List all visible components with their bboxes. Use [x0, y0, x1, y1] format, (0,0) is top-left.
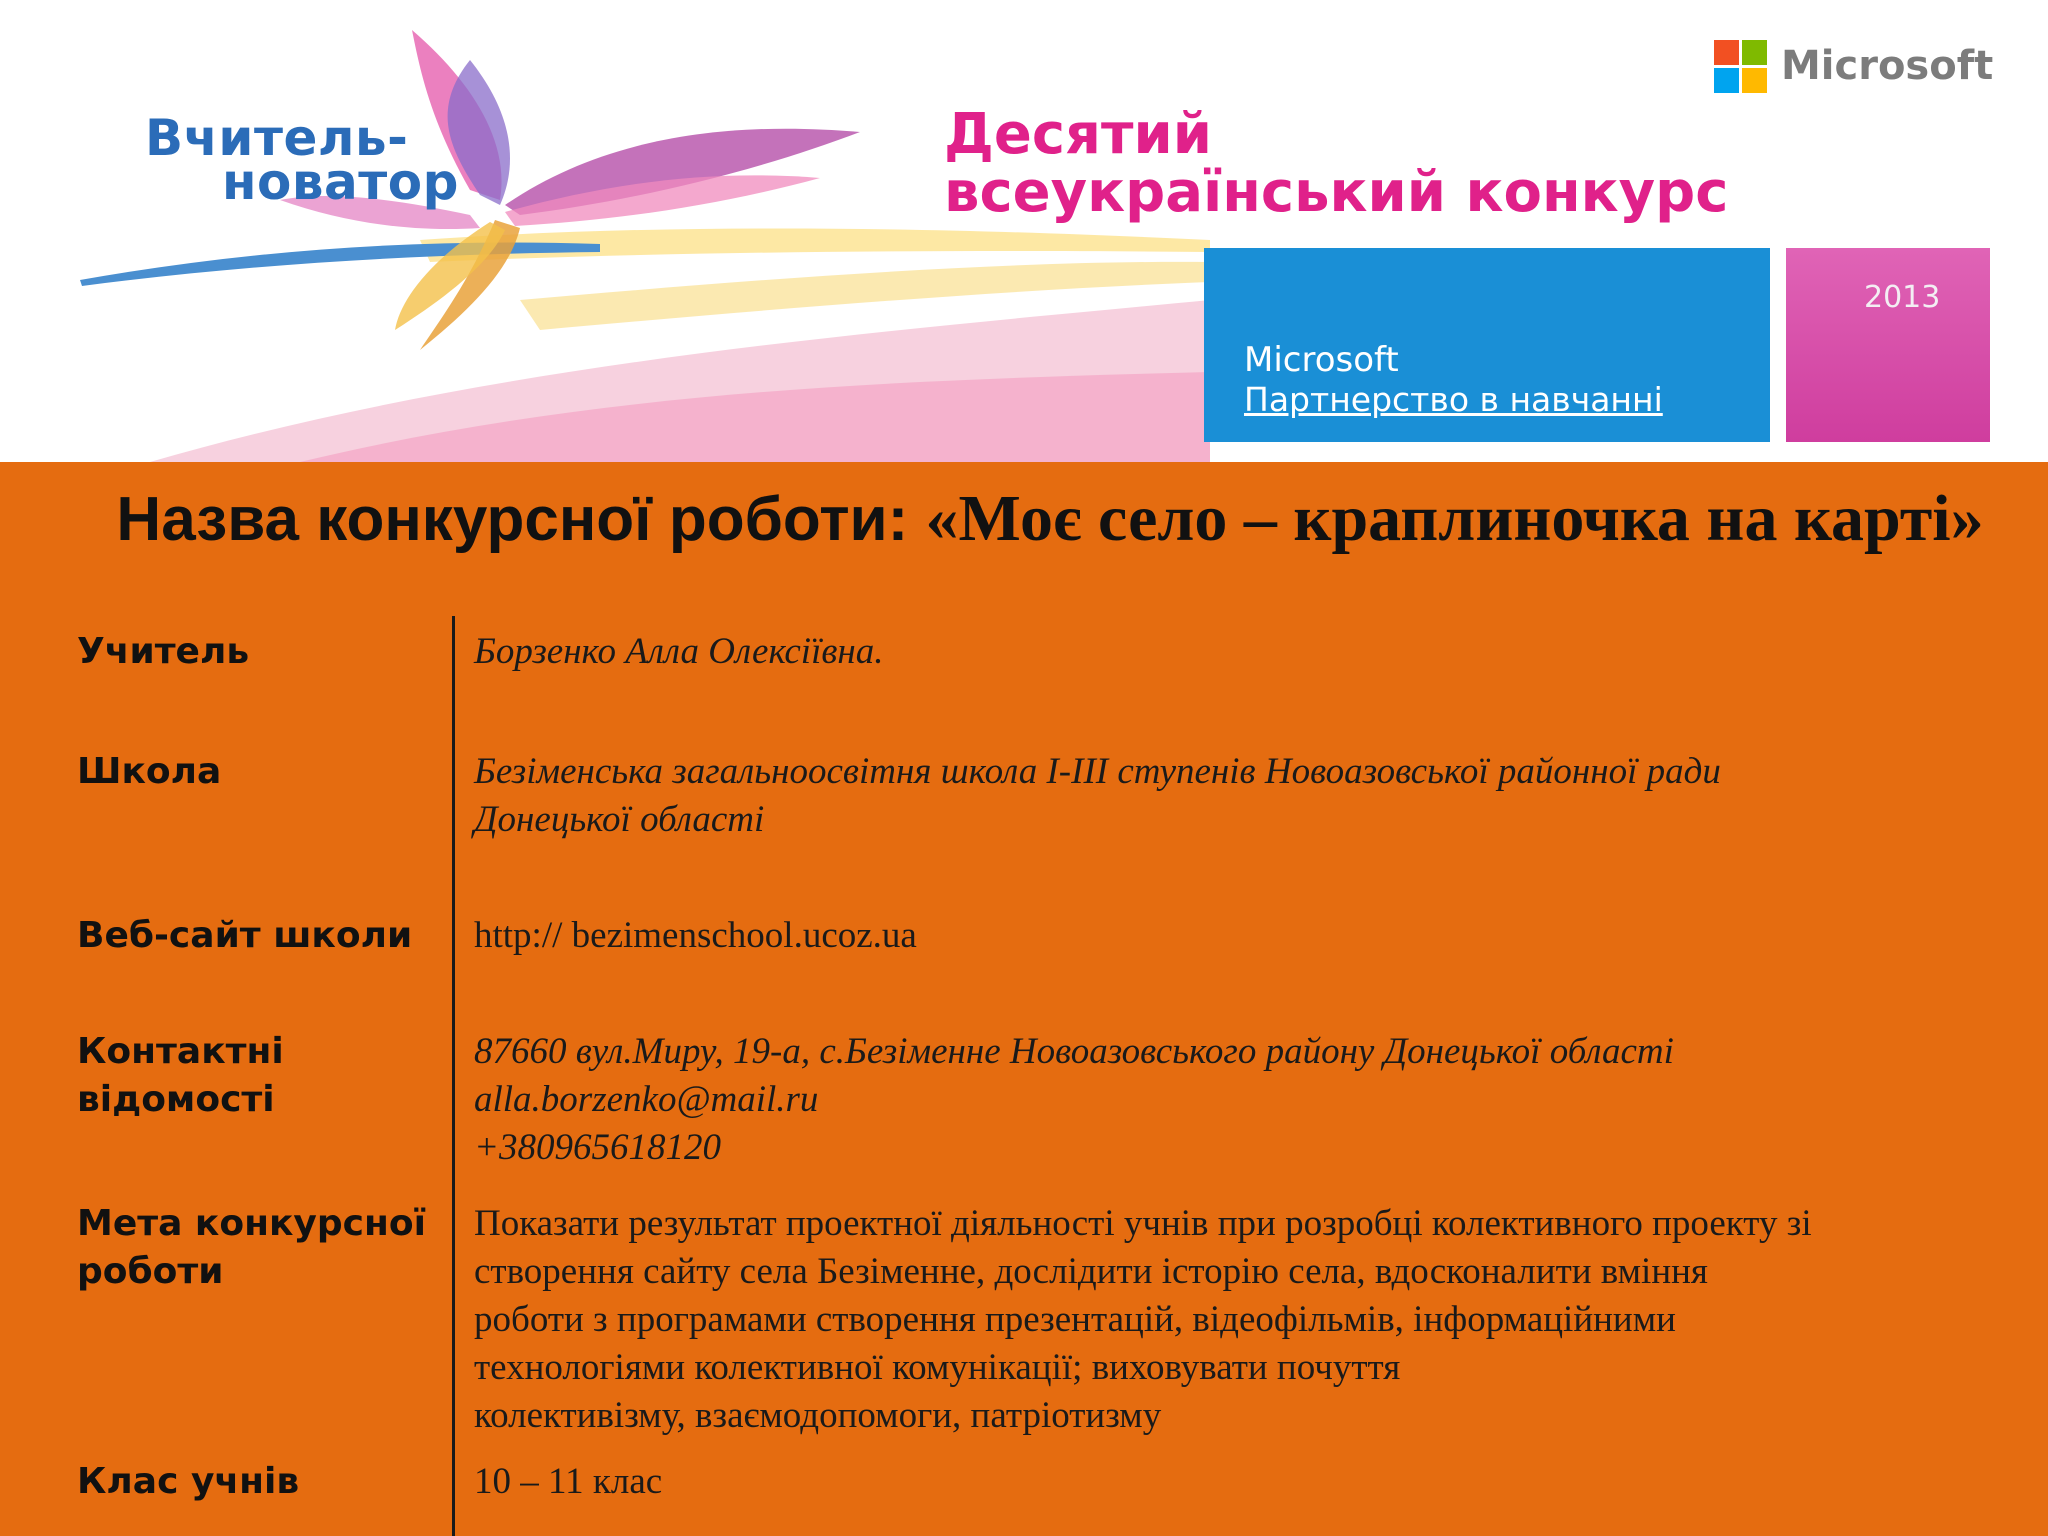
partner-text: Партнерство в навчанні [1244, 380, 1663, 419]
contest-headline-line1: Десятий [944, 102, 1212, 167]
microsoft-logo [1714, 38, 1993, 94]
value-line: 10 – 11 клас [474, 1461, 663, 1502]
label-grade: Клас учнів [77, 1461, 300, 1502]
value-line: технологіями колективної комунікації; виховувати почуття [474, 1347, 1401, 1388]
value-goal [474, 1200, 2034, 1440]
column-divider [452, 616, 455, 1536]
value-line: колективізму, взаємодопомоги, патріотизму [474, 1395, 1162, 1436]
contest-headline-line2: всеукраїнський конкурс [944, 160, 1729, 225]
title-prefix: Назва конкурсної роботи: [116, 485, 926, 554]
value-teacher [474, 628, 2034, 676]
label-line: відомості [77, 1079, 275, 1120]
microsoft-logo-text: Microsoft [1781, 43, 1994, 89]
email-link[interactable]: alla.borzenko@mail.ru [474, 1079, 819, 1120]
address-line: 87660 вул.Миру, 19-а, с.Безіменне Новоазовського району Донецької області [474, 1031, 1674, 1072]
microsoft-windows-icon [1714, 40, 1767, 93]
year-text: 2013 [1864, 280, 1941, 315]
value-line: створення сайту села Безіменне, дослідити історію села, вдосконалити вміння [474, 1251, 1708, 1292]
label-line: Мета конкурсної [77, 1203, 426, 1244]
value-line: роботи з програмами створення презентацій, відеофільмів, інформаційними [474, 1299, 1676, 1340]
label-goal [77, 1200, 447, 1296]
partner-brand: Microsoft [1244, 340, 1399, 380]
value-line: Борзенко Алла Олексіївна. [474, 631, 884, 672]
label-website: Веб-сайт школи [77, 915, 413, 956]
label-line: роботи [77, 1251, 224, 1292]
value-line: Безіменська загальноосвітня школа І-ІІІ ступенів Новоазовської районної ради [474, 751, 1721, 792]
page-title [60, 478, 2040, 577]
website-link[interactable]: http:// bezimenschool.ucoz.ua [474, 915, 917, 956]
partner-badge [1204, 248, 1770, 442]
value-contacts [474, 1028, 2034, 1172]
phone-number: +380965618120 [474, 1127, 721, 1168]
value-line: Донецької області [474, 799, 765, 840]
value-line: Показати результат проектної діяльності учнів при розробці колективного проекту зі [474, 1203, 1812, 1244]
year-badge [1786, 248, 1990, 442]
label-line: Контактні [77, 1031, 284, 1072]
label-teacher: Учитель [77, 631, 250, 672]
label-contacts [77, 1028, 447, 1124]
header-banner [0, 0, 2048, 462]
value-website[interactable] [474, 912, 2034, 960]
value-grade [474, 1458, 2034, 1506]
label-school: Школа [77, 751, 222, 792]
project-name: «Моє село – краплиночка на карті» [925, 482, 1984, 555]
brand-logo-line2: новатор [222, 153, 459, 211]
brand-logo-line1: Вчитель- [145, 109, 409, 167]
value-school [474, 748, 2034, 844]
